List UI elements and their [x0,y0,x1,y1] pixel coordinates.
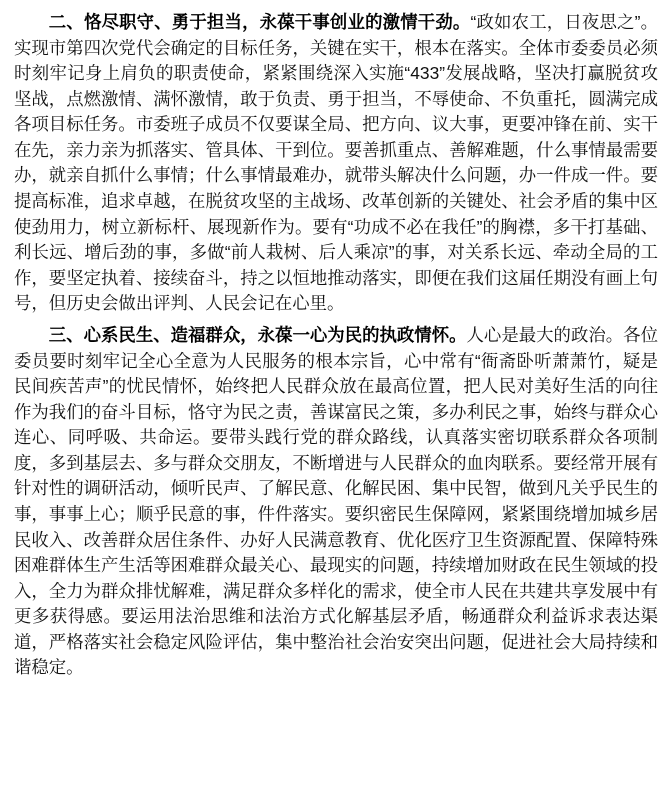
paragraph-three [14,323,658,681]
paragraph-two-lead: 二、恪尽职守、勇于担当，永葆干事创业的激情干劲。 [48,12,471,32]
paragraph-three-body: 人心是最大的政治。各位委员要时刻牢记全心全意为人民服务的根本宗旨，心中常有“衙斋卧听萧萧竹，疑是民间疾苦声”的忧民情怀，始终把人民群众放在最高位置，把人民对美好生活的向往作为我们的奋斗目标，恪守为民之责，善谋富民之策，多办利民之事，始终与群众心连心、同呼吸、共命运。要带头践行党的群众路线，认真落实密切联系群众各项制度，多到基层去、多与群众交朋友，不断增进与人民群众的血肉联系。要经常开展有针对性的调研活动，倾听民声、了解民意、化解民困、集中民智，做到凡关乎民生的事，事事上心；顺乎民意的事，件件落实。要织密民生保障网，紧紧围绕增加城乡居民收入、改善群众居住条件、办好人民满意教育、优化医疗卫生资源配置、保障特殊困难群体生产生活等困难群众最关心、最现实的问题，持续增加财政在民生领域的投入，全力为群众排忧解难，满足群众多样化的需求，使全市人民在共建共享发展中有更多获得感。要运用法治思维和法治方式化解基层矛盾，畅通群众利益诉求表达渠道，严格落实社会稳定风险评估，集中整治社会治安突出问题，促进社会大局持续和谐稳定。 [14,324,658,678]
paragraph-two [14,10,658,317]
paragraph-three-lead: 三、心系民生、造福群众，永葆一心为民的执政情怀。 [48,324,467,345]
paragraph-two-body: “政如农工，日夜思之”。实现市第四次党代会确定的目标任务，关键在实干，根本在落实。全体市委委员必须时刻牢记身上肩负的职责使命，紧紧围绕深入实施“433”发展战略，坚决打赢脱贫攻坚战，点燃激情、满怀激情，敢于负责、勇于担当，不辱使命、不负重托，圆满完成各项目标任务。市委班子成员不仅要谋全局、把方向、议大事，更要冲锋在前、实干在先，亲力亲为抓落实、管具体、干到位。要善抓重点、善解难题，什么事情最需要办，就亲自抓什么事情；什么事情最难办，就带头解决什么问题，办一件成一件。要提高标准，追求卓越，在脱贫攻坚的主战场、改革创新的关键处、社会矛盾的集中区使劲用力，树立新标杆、展现新作为。要有“功成不必在我任”的胸襟，多干打基础、利长远、增后劲的事，多做“前人栽树、后人乘凉”的事，对关系长远、牵动全局的工作，要坚定执着、接续奋斗，持之以恒地推动落实，即便在我们这届任期没有画上句号，但历史会做出评判、人民会记在心里。 [14,12,658,314]
